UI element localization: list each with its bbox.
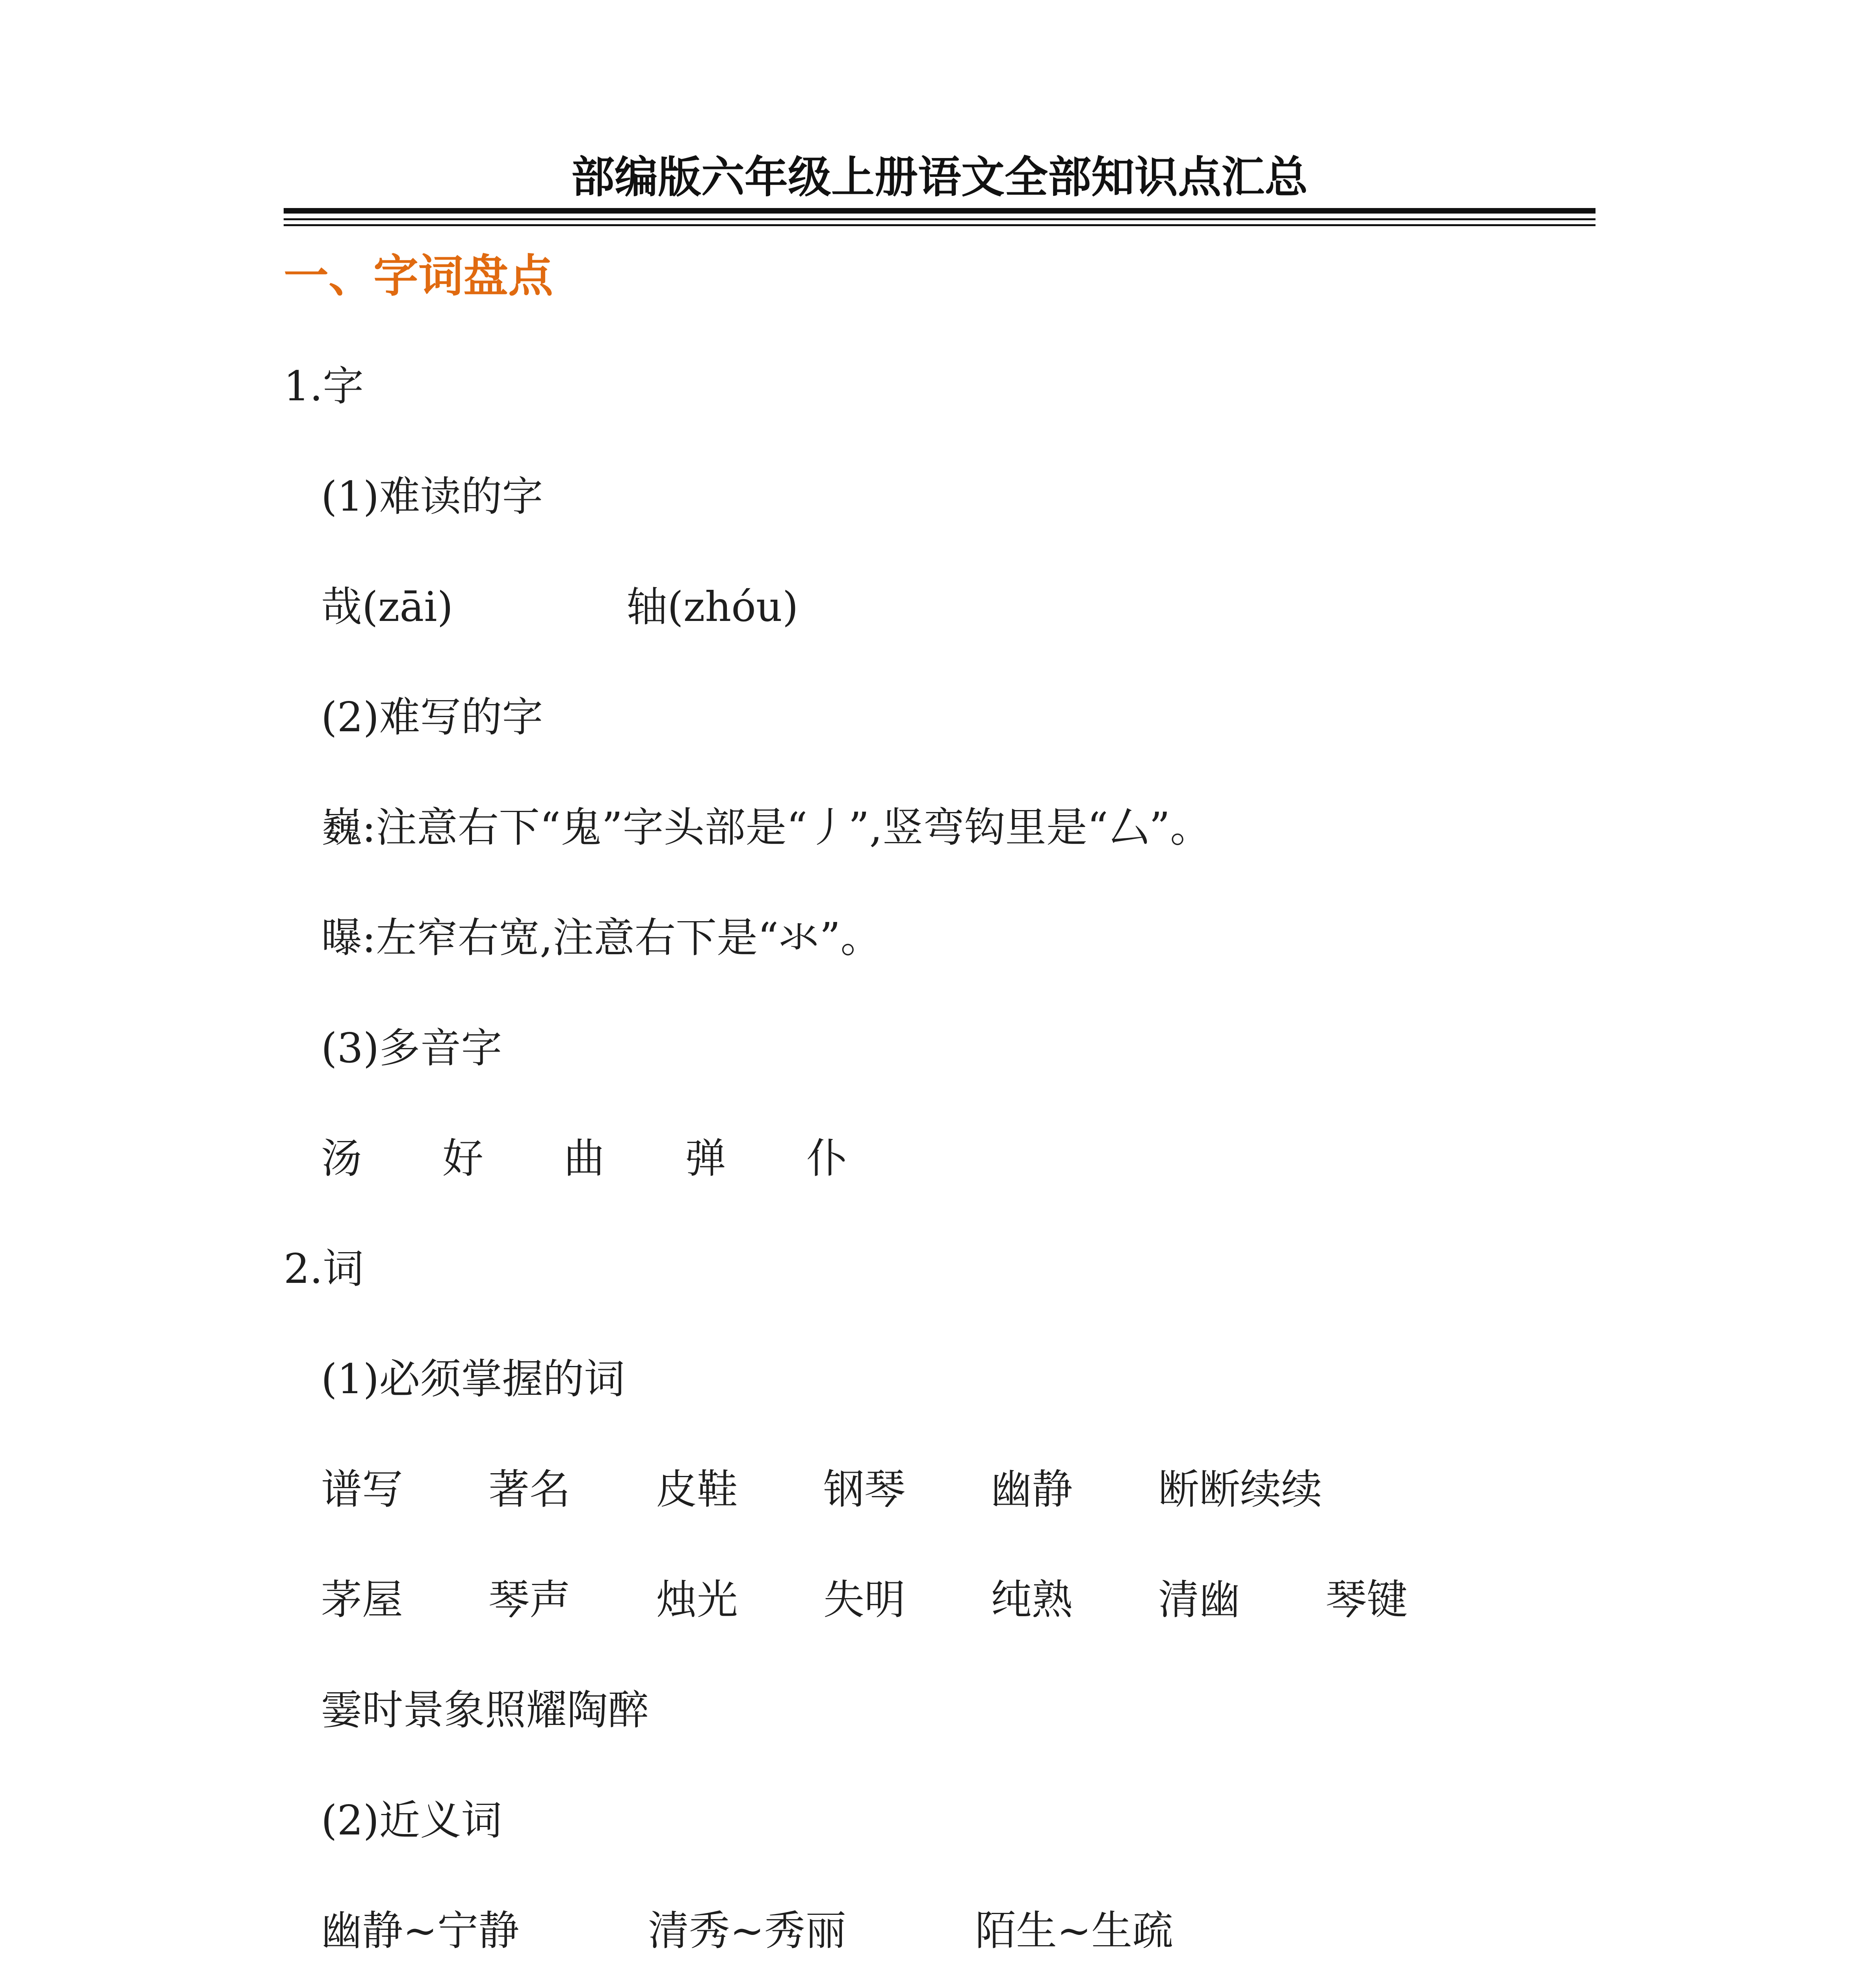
word-item: 烛光 [656,1576,738,1624]
difficult-write-item: 曝:左窄右宽,注意右下是“氺”。 [321,914,882,962]
polyphonic-char: 曲 [564,1134,605,1182]
polyphonic-char: 汤 [321,1134,362,1182]
word-item: 幽静 [991,1465,1073,1513]
word-item: 茅屋 [321,1576,403,1624]
polyphonic-char: 仆 [806,1134,848,1182]
word-item: 钢琴 [823,1465,906,1513]
synonym-pair: 清秀~秀丽 [648,1907,847,1955]
difficult-read-item: 哉(zāi) [321,583,453,631]
difficult-read-item: 轴(zhóu) [626,583,799,631]
part2-heading: 2.词 [284,1245,364,1293]
word-item: 皮鞋 [656,1465,738,1513]
difficult-write-item: 巍:注意右下“鬼”字头部是“丿”,竖弯钩里是“厶”。 [321,803,1211,851]
document-title: 部编版六年级上册语文全部知识点汇总 [571,152,1308,203]
word-item: 谱写 [321,1465,403,1513]
polyphonic-label: (3)多音字 [321,1024,502,1072]
word-item: 琴键 [1326,1576,1408,1624]
synonyms-label: (2)近义词 [321,1796,502,1844]
part1-heading: 1.字 [284,362,364,410]
polyphonic-char: 弹 [685,1134,726,1182]
word-item: 琴声 [489,1576,571,1624]
section-heading: 一、字词盘点 [284,249,554,302]
word-item: 纯熟 [991,1576,1073,1624]
title-rule-thin-1 [284,218,1596,220]
difficult-write-label: (2)难写的字 [321,693,543,741]
synonym-pair: 幽静~宁静 [321,1907,520,1955]
difficult-read-label: (1)难读的字 [321,472,543,520]
must-master-label: (1)必须掌握的词 [321,1355,625,1403]
must-master-row-3: 霎时景象照耀陶醉 [321,1686,649,1734]
title-rule-thick [284,208,1596,214]
word-item: 著名 [489,1465,571,1513]
word-item: 失明 [823,1576,906,1624]
polyphonic-char: 好 [442,1134,484,1182]
title-rule-thin-2 [284,224,1596,226]
word-item: 断断续续 [1158,1465,1322,1513]
synonym-pair: 陌生~生疏 [975,1907,1174,1955]
word-item: 清幽 [1158,1576,1241,1624]
